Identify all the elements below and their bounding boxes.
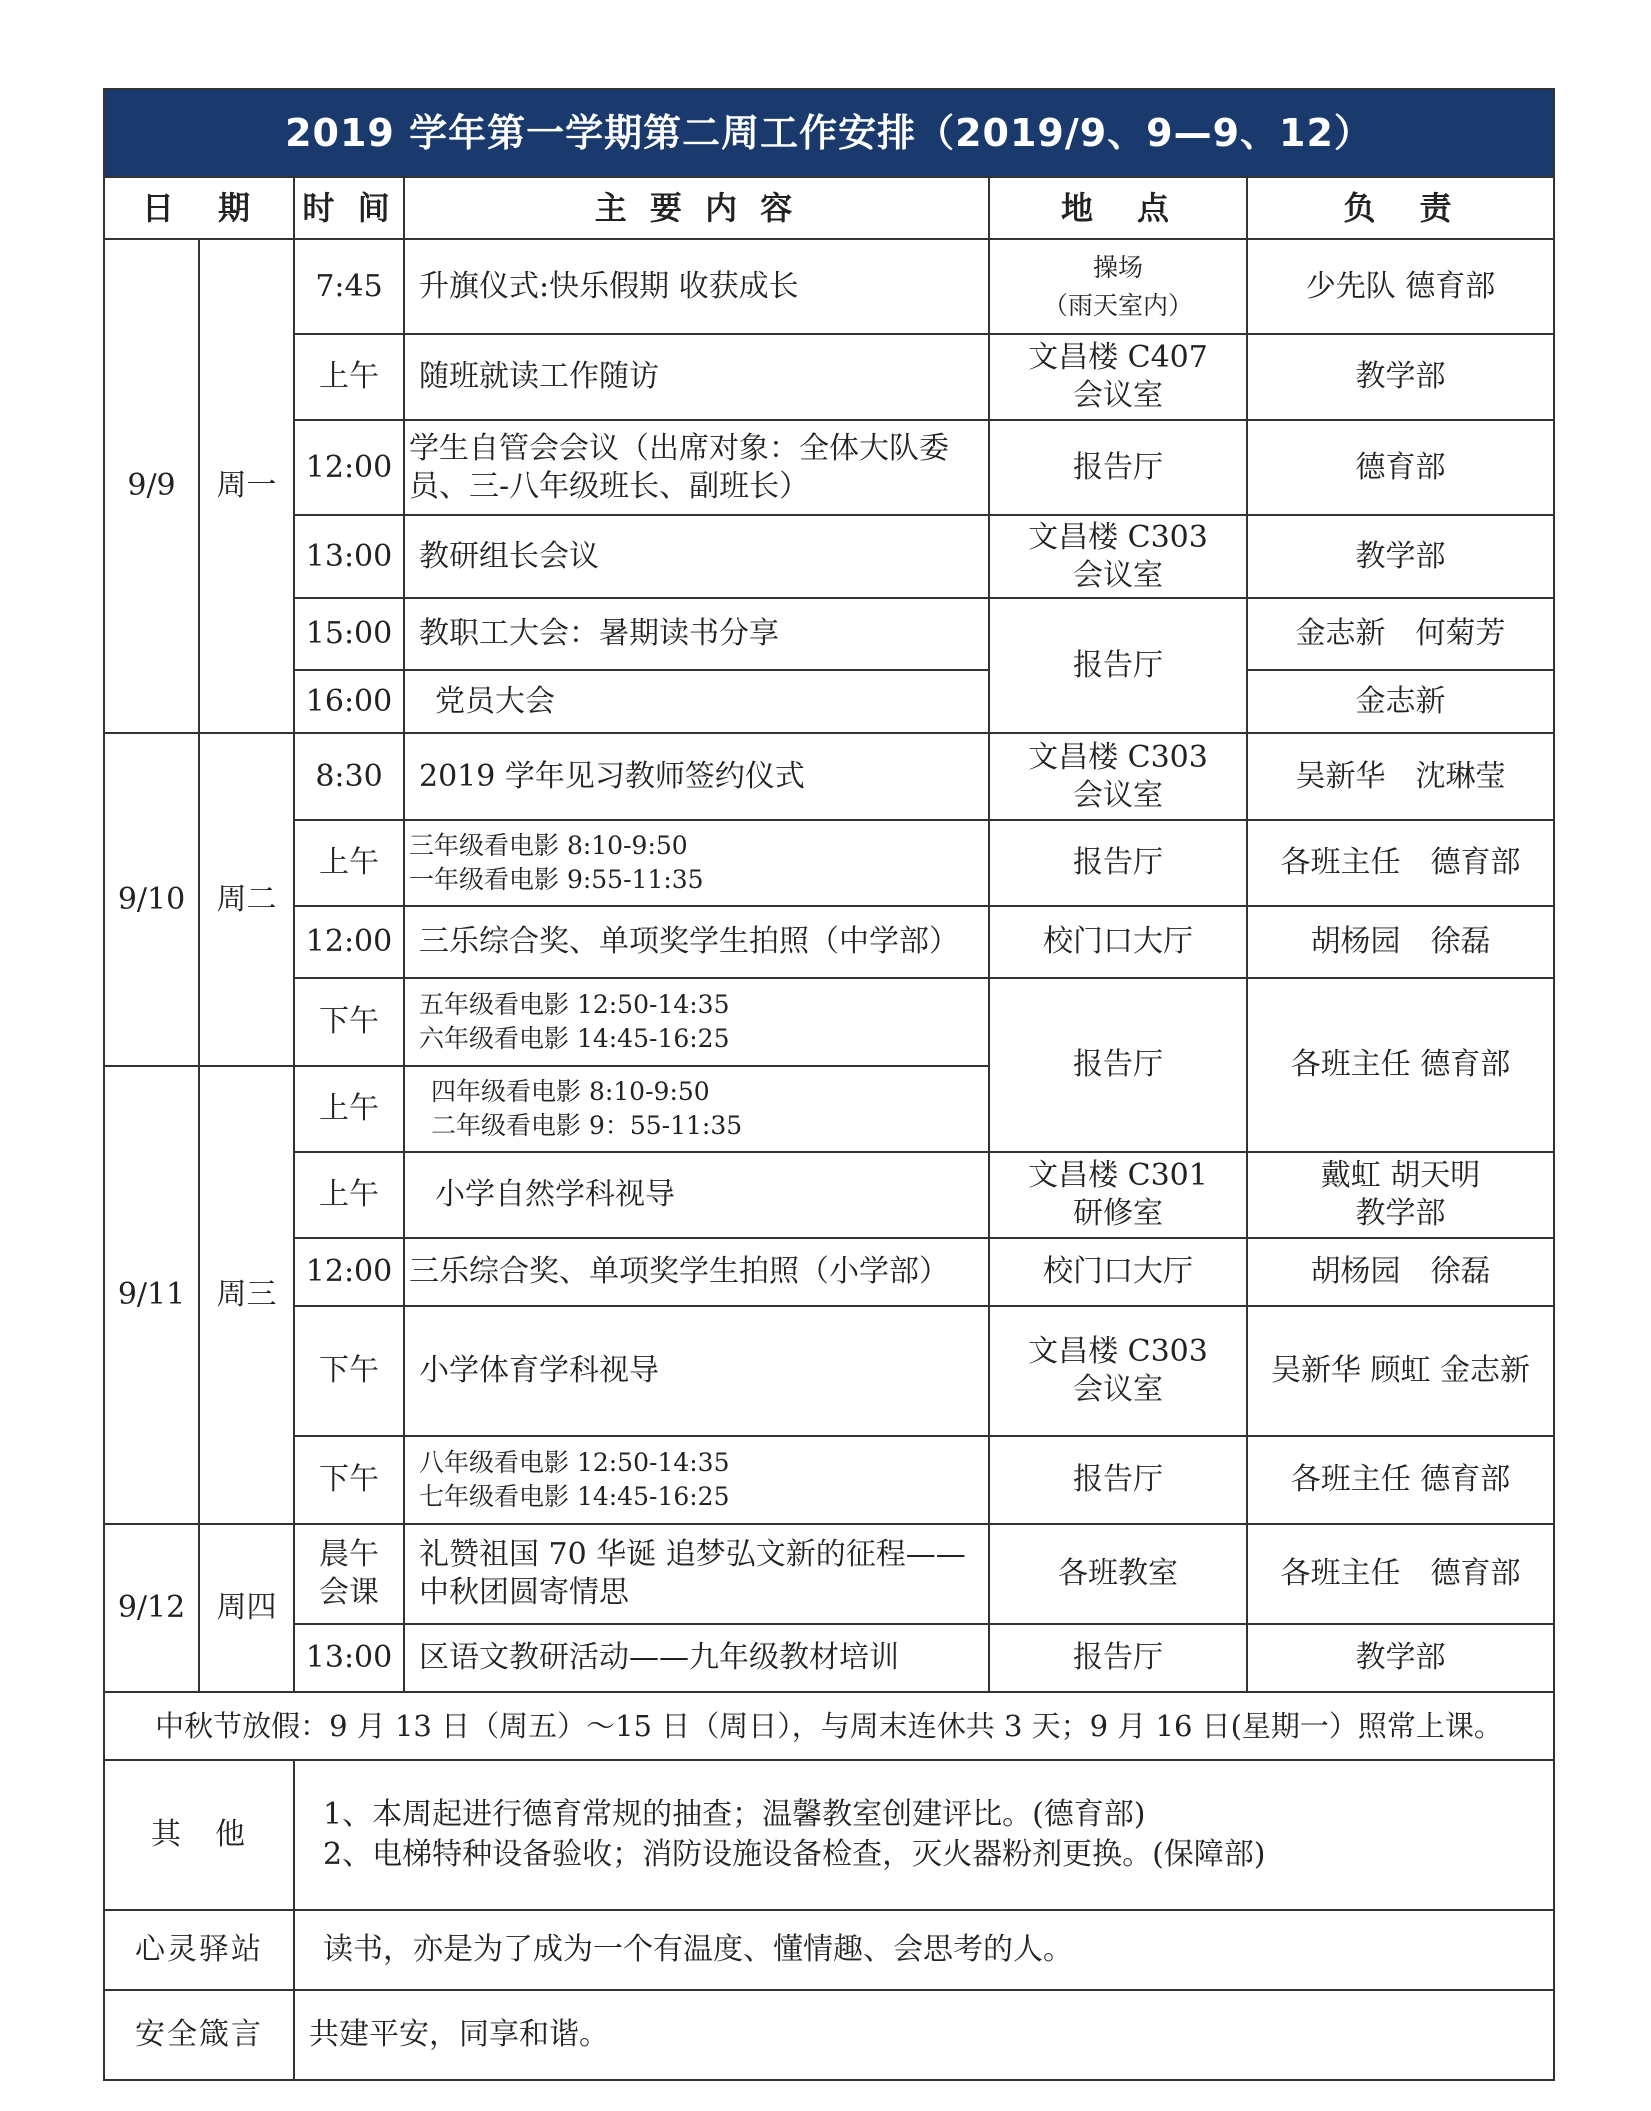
row-place: 文昌楼 C303 会议室 [989,515,1247,598]
mind-label: 心灵驿站 [104,1910,294,1990]
table-row [104,420,1554,515]
table-row [104,1436,1554,1524]
day-weekday: 周三 [199,1066,294,1524]
row-place: 报告厅 [989,598,1247,733]
row-place: 文昌楼 C301 研修室 [989,1152,1247,1238]
row-place: 报告厅 [989,1624,1247,1692]
mind-text: 读书，亦是为了成为一个有温度、懂情趣、会思考的人。 [294,1910,1554,1990]
row-time: 上午 [294,334,404,420]
row-content: 礼赞祖国 70 华诞 追梦弘文新的征程——中秋团圆寄情思 [404,1524,989,1624]
row-content: 四年级看电影 8:10-9:50 二年级看电影 9：55-11:35 [404,1066,989,1152]
row-place: 文昌楼 C303 会议室 [989,1306,1247,1436]
table-row [104,334,1554,420]
header-time: 时 间 [294,177,404,239]
table-row [104,239,1554,334]
table-row [104,598,1554,670]
holiday-notice: 中秋节放假：9 月 13 日（周五）～15 日（周日），与周末连休共 3 天；9 月 16 日(星期一）照常上课。 [104,1692,1554,1760]
day-weekday: 周四 [199,1524,294,1692]
row-time: 下午 [294,1436,404,1524]
row-time: 上午 [294,1152,404,1238]
row-content: 小学自然学科视导 [404,1152,989,1238]
safety-text: 共建平安，同享和谐。 [294,1990,1554,2080]
row-time: 15:00 [294,598,404,670]
row-place: 文昌楼 C407 会议室 [989,334,1247,420]
row-owner: 金志新 [1247,670,1554,733]
row-time: 7:45 [294,239,404,334]
row-owner: 胡杨园 徐磊 [1247,906,1554,978]
table-row [104,670,1554,733]
page-title: 2019 学年第一学期第二周工作安排（2019/9、9—9、12） [104,89,1554,177]
row-owner: 吴新华 沈琳莹 [1247,733,1554,820]
table-row [104,906,1554,978]
row-place: 校门口大厅 [989,906,1247,978]
row-time: 16:00 [294,670,404,733]
row-time: 上午 [294,1066,404,1152]
row-owner: 德育部 [1247,420,1554,515]
other-item: 2、电梯特种设备验收；消防设施设备检查，灭火器粉剂更换。(保障部) [323,1837,1266,1872]
other-row [104,1760,1554,1910]
row-content: 升旗仪式:快乐假期 收获成长 [404,239,989,334]
schedule-sheet [103,88,1553,2081]
row-owner: 胡杨园 徐磊 [1247,1238,1554,1306]
row-time: 8:30 [294,733,404,820]
other-items [294,1760,1554,1910]
row-time: 13:00 [294,1624,404,1692]
row-content: 随班就读工作随访 [404,334,989,420]
day-date: 9/11 [104,1066,199,1524]
row-owner: 各班主任 德育部 [1247,1524,1554,1624]
row-place: 文昌楼 C303 会议室 [989,733,1247,820]
row-owner: 戴虹 胡天明 教学部 [1247,1152,1554,1238]
table-row [104,978,1554,1066]
row-place: 报告厅 [989,1436,1247,1524]
safety-label: 安全箴言 [104,1990,294,2080]
row-content: 三乐综合奖、单项奖学生拍照（小学部） [404,1238,989,1306]
row-content: 2019 学年见习教师签约仪式 [404,733,989,820]
holiday-row [104,1692,1554,1760]
row-owner: 教学部 [1247,1624,1554,1692]
table-row [104,733,1554,820]
row-owner: 吴新华 顾虹 金志新 [1247,1306,1554,1436]
day-date: 9/12 [104,1524,199,1692]
row-time: 12:00 [294,1238,404,1306]
row-time: 13:00 [294,515,404,598]
table-row [104,820,1554,906]
row-owner: 金志新 何菊芳 [1247,598,1554,670]
row-time: 下午 [294,1306,404,1436]
day-date: 9/9 [104,239,199,733]
row-content: 三乐综合奖、单项奖学生拍照（中学部） [404,906,989,978]
day-weekday: 周一 [199,239,294,733]
row-content: 小学体育学科视导 [404,1306,989,1436]
row-place: 操场 （雨天室内） [989,239,1247,334]
row-content: 学生自管会会议（出席对象：全体大队委员、三-八年级班长、副班长） [404,420,989,515]
row-content: 党员大会 [404,670,989,733]
other-label: 其 他 [104,1760,294,1910]
row-owner: 教学部 [1247,334,1554,420]
row-content: 八年级看电影 12:50-14:35 七年级看电影 14:45-16:25 [404,1436,989,1524]
day-date: 9/10 [104,733,199,1066]
row-owner: 各班主任 德育部 [1247,978,1554,1152]
table-row [104,1524,1554,1624]
other-item: 1、本周起进行德育常规的抽查；温馨教室创建评比。(德育部) [323,1797,1146,1832]
row-time: 下午 [294,978,404,1066]
header-content: 主 要 内 容 [404,177,989,239]
row-owner: 各班主任 德育部 [1247,1436,1554,1524]
table-row [104,515,1554,598]
safety-row [104,1990,1554,2080]
row-time: 晨午 会课 [294,1524,404,1624]
header-place: 地 点 [989,177,1247,239]
header-date: 日 期 [104,177,294,239]
row-content: 教研组长会议 [404,515,989,598]
mind-row [104,1910,1554,1990]
row-place: 报告厅 [989,420,1247,515]
row-place: 校门口大厅 [989,1238,1247,1306]
schedule-table [103,88,1555,2081]
row-place: 报告厅 [989,978,1247,1152]
row-time: 12:00 [294,420,404,515]
table-row [104,1152,1554,1238]
row-owner: 各班主任 德育部 [1247,820,1554,906]
row-time: 12:00 [294,906,404,978]
header-owner: 负 责 [1247,177,1554,239]
row-place: 各班教室 [989,1524,1247,1624]
row-content: 三年级看电影 8:10-9:50 一年级看电影 9:55-11:35 [404,820,989,906]
row-place: 报告厅 [989,820,1247,906]
header-row [104,177,1554,239]
table-row [104,1306,1554,1436]
day-weekday: 周二 [199,733,294,1066]
row-time: 上午 [294,820,404,906]
row-content: 五年级看电影 12:50-14:35 六年级看电影 14:45-16:25 [404,978,989,1066]
row-owner: 少先队 德育部 [1247,239,1554,334]
table-row [104,1624,1554,1692]
table-row [104,1238,1554,1306]
row-content: 教职工大会：暑期读书分享 [404,598,989,670]
row-owner: 教学部 [1247,515,1554,598]
row-content: 区语文教研活动——九年级教材培训 [404,1624,989,1692]
